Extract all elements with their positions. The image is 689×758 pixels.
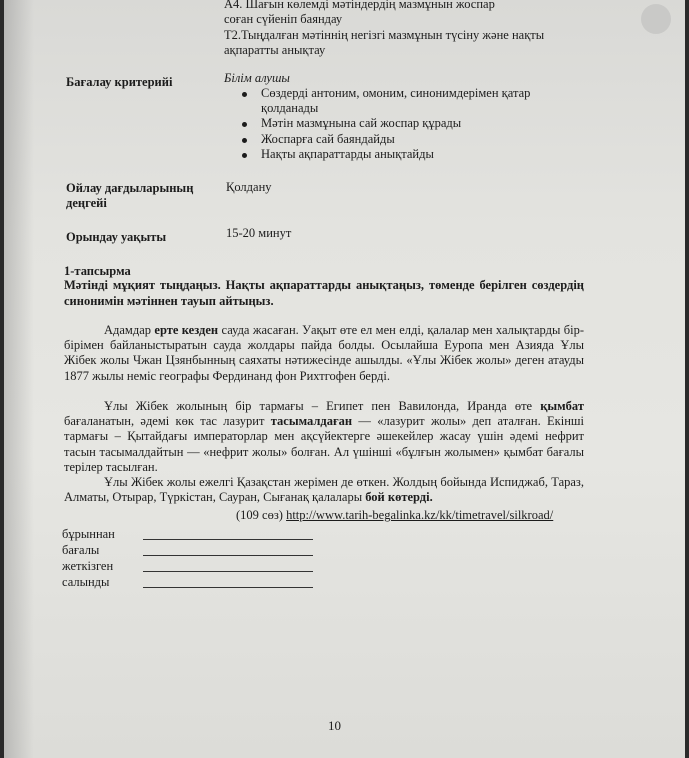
objective-line-1: А4. Шағын көлемді мәтіндердің мазмұнын жоспар [224, 0, 495, 11]
source-link[interactable]: http://www.tarih-begalinka.kz/kk/timetravel/silkroad/ [286, 508, 554, 522]
criteria-intro: Білім алушы [224, 71, 290, 85]
objective-line-3: Т2.Тыңдалған мәтіннің негізгі мазмұнын түсіну және нақты [224, 28, 545, 42]
objective-line-4: ақпаратты анықтау [224, 43, 326, 57]
document-page [4, 0, 685, 758]
source-line: (109 сөз) http://www.tarih-begalinka.kz/kk/timetravel/silkroad/ [236, 508, 554, 522]
criteria-item: Сөздерді антоним, омоним, синонимдерімен қатар [224, 86, 584, 101]
task-title: 1-тапсырма [64, 264, 131, 278]
thinking-label-line-2: деңгейі [66, 196, 107, 210]
word-item: бұрыннан [62, 527, 115, 541]
page-shadow [4, 0, 34, 758]
criteria-label: Бағалау критерийі [66, 75, 173, 89]
page-number: 10 [328, 718, 341, 733]
thinking-label-line-1: Ойлау дағдыларының [66, 181, 194, 195]
text-paragraph-3: Ұлы Жібек жолы ежелгі Қазақстан жерімен де өткен. Жолдың бойында Испиджаб, Тараз, Алматы, Отырар, Түркістан, Сауран, Сығанақ қалалары бой көтерді. [64, 475, 584, 505]
time-value: 15-20 минут [226, 226, 292, 240]
answer-blank[interactable] [143, 571, 313, 572]
time-label: Орындау уақыты [66, 230, 167, 244]
word-item: бағалы [62, 543, 100, 557]
word-item: салынды [62, 575, 110, 589]
answer-blank[interactable] [143, 587, 313, 588]
criteria-item: Жоспарға сай баяндайды [224, 132, 584, 147]
criteria-list [224, 86, 584, 162]
text-paragraph-1: Адамдар ерте кезден сауда жасаған. Уақыт өте ел мен елді, қалалар мен халықтарды бір-бірімен байланыстыратын сауда жолдары пайда болды. Осылайша Еуропа мен Азияда Ұлы Жібек жолы Чжан Цзянбынның саяхаты нәтижесінде ашылды. «Ұлы Жібек жолы» деген атауды 1877 жылы неміс географы Фердинанд фон Рихтгофен берді. [64, 323, 584, 383]
task-instruction: Мәтінді мұқият тыңдаңыз. Нақты ақпараттарды анықтаңыз, төменде берілген сөздердің синонимін мәтіннен тауып айтыңыз. [64, 278, 584, 308]
criteria-item: Нақты ақпараттарды анықтайды [224, 147, 584, 162]
criteria-item: Мәтін мазмұнына сай жоспар құрады [224, 116, 584, 131]
answer-blank[interactable] [143, 539, 313, 540]
thinking-value: Қолдану [226, 180, 272, 194]
text-paragraph-2: Ұлы Жібек жолының бір тармағы – Египет пен Вавилонда, Иранда өте қымбат бағаланатын, әдемі көк тас лазурит тасымалдаған — «лазурит жолы» деп аталған. Екінші тармағы – Қытайдағы императорлар мен ақсүйектерге әшекейлер жасау үшін әдемі нефрит тасын тасымалдайтын — «нефрит жолы» болған. Ал үшінші «бұлғын жолымен» қымбат бағалы терілер тасылған. [64, 399, 584, 474]
answer-blank[interactable] [143, 555, 313, 556]
photo-artifact [641, 4, 671, 34]
criteria-item-continued: қолданады [261, 101, 319, 116]
word-item: жеткізген [62, 559, 114, 573]
objective-line-2: соған сүйеніп баяндау [224, 12, 343, 26]
